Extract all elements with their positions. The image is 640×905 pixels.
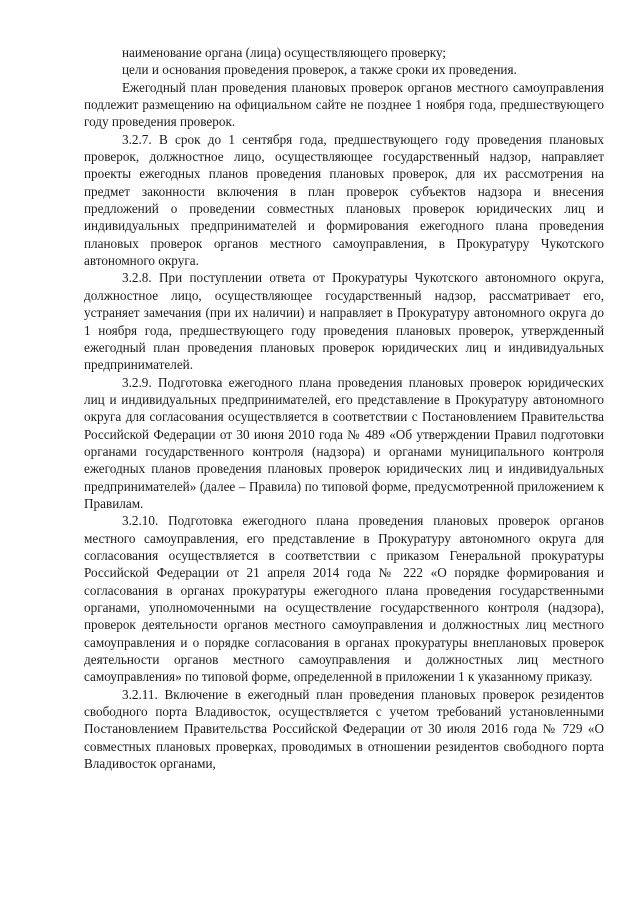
paragraph-annual-plan-publication: Ежегодный план проведения плановых проверок органов местного самоуправления подлежит размещению на официальном сайте не позднее 1 ноября года, предшествующего году проведения проверок. — [84, 79, 604, 130]
paragraph-inspecting-body-name: наименование органа (лица) осуществляющего проверку; — [122, 45, 447, 60]
paragraph-3-2-11: 3.2.11. Включение в ежегодный план проведения плановых проверок резидентов свободного порта Владивосток, осуществляется с учетом требований установленными Постановлением Правительства Российской Федерации от 30 июля 2016 года № 729 «О совместных плановых проверках, проводимых в отношении резидентов свободного порта Владивосток органами, — [84, 686, 604, 772]
paragraph-3-2-10: 3.2.10. Подготовка ежегодного плана проведения плановых проверок органов местного самоуправления, его представление в Прокуратуру автономного округа для согласования осуществляется в соответствии с приказом Генеральной прокуратуры Российской Федерации от 21 апреля 2014 года № 222 «О порядке формирования и согласования в органах прокуратуры ежегодного плана проведения государственными органами, уполномоченными на осуществление государственного контроля (надзора), проверок деятельности органов местного самоуправления и должностных лиц местного самоуправления и о порядке согласования в органах прокуратуры внеплановых проверок деятельности органов местного самоуправления и должностных лиц местного самоуправления» по типовой форме, определенной в приложении 1 к указанному приказу. — [84, 513, 604, 685]
paragraph-goals-and-terms: цели и основания проведения проверок, а также сроки их проведения. — [122, 62, 517, 78]
paragraph-3-2-9: 3.2.9. Подготовка ежегодного плана проведения плановых проверок юридических лиц и индивидуальных предпринимателей, его представление в Прокуратуру автономного округа для согласования осуществляется в соответствии с Постановлением Правительства Российской Федерации от 30 июня 2010 года № 489 «Об утверждении Правил подготовки органами государственного контроля (надзора) и органами муниципального контроля ежегодных планов проведения плановых проверок юридических лиц и индивидуальных предпринимателей» (далее – Правила) по типовой форме, предусмотренной приложением к Правилам. — [84, 374, 604, 511]
paragraph-3-2-8: 3.2.8. При поступлении ответа от Прокуратуры Чукотского автономного округа, должностное лицо, осуществляющее государственный надзор, рассматривает его, устраняет замечания (при их наличии) и направляет в Прокуратуру автономного округа до 1 ноября года, предшествующего году проведения плановых проверок, утвержденный ежегодный план проведения плановых проверок юридических лиц и индивидуальных предпринимателей. — [84, 270, 604, 373]
paragraph-3-2-7: 3.2.7. В срок до 1 сентября года, предшествующего году проведения плановых проверок, должностное лицо, осуществляющее государственный надзор, направляет проекты ежегодных планов проведения плановых проверок, для их рассмотрения на предмет законности включения в план проверок субъектов надзора и внесения предложений о проведении совместных плановых проверок юридических лиц и индивидуальных предпринимателей и формирования ежегодного плана проведения плановых проверок органов местного самоуправления, в Прокуратуру Чукотского автономного округа. — [84, 131, 604, 269]
document-body — [84, 44, 604, 772]
